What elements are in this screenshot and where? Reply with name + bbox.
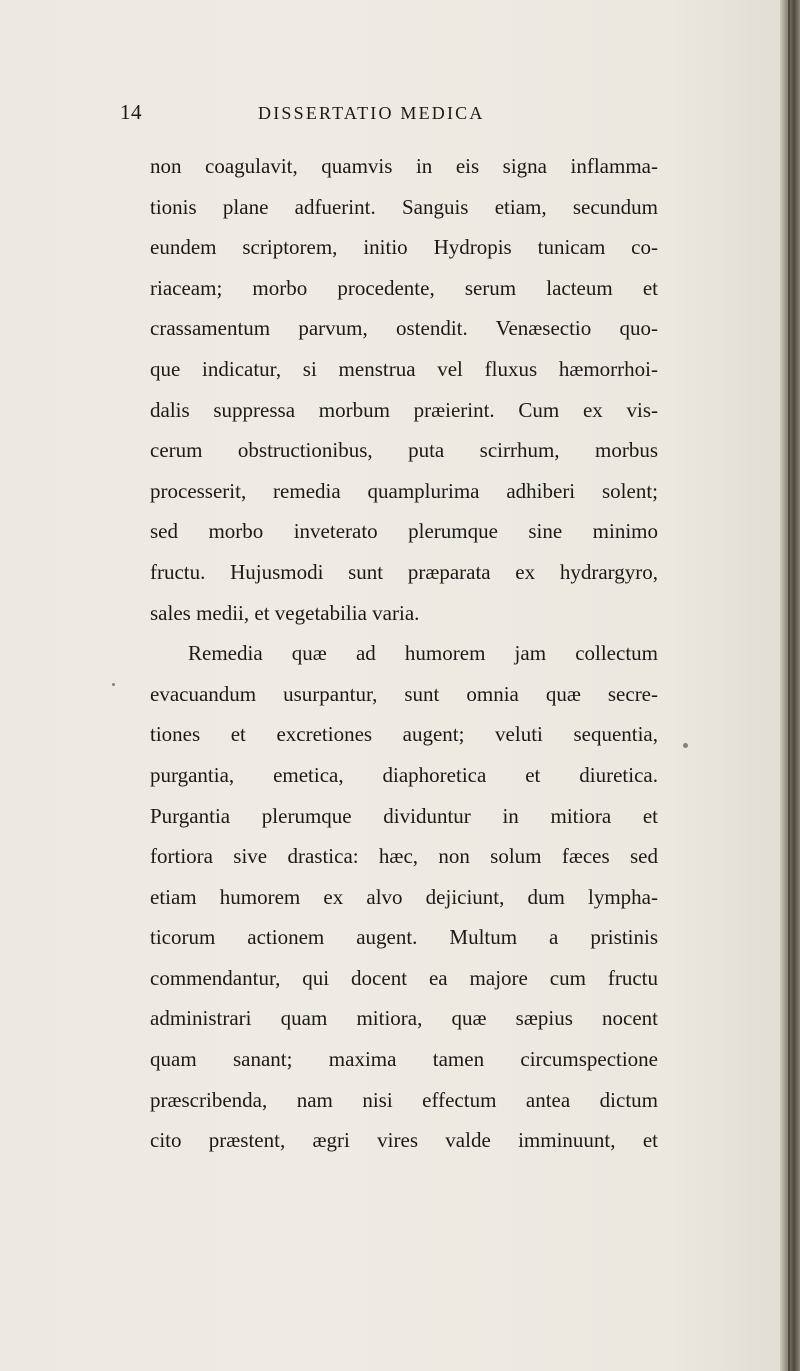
- book-gutter: [780, 0, 800, 1371]
- text-line: eundem scriptorem, initio Hydropis tunicam co-: [150, 235, 658, 260]
- text-line: tiones et excretiones augent; veluti sequentia,: [150, 722, 658, 747]
- page-number: 14: [120, 100, 142, 124]
- text-line: riaceam; morbo procedente, serum lacteum et: [150, 275, 658, 300]
- text-line: quam sanant; maxima tamen circumspectione: [150, 1047, 658, 1072]
- text-line: ticorum actionem augent. Multum a pristinis: [150, 925, 658, 950]
- text-line: administrari quam mitiora, quæ sæpius nocent: [150, 1006, 658, 1031]
- paper-speck: [112, 683, 115, 686]
- text-line: processerit, remedia quamplurima adhiberi solent;: [150, 478, 658, 503]
- body-text: [150, 146, 658, 1161]
- text-line: etiam humorem ex alvo dejiciunt, dum lympha-: [150, 884, 658, 909]
- gutter-shadow-line: [788, 0, 790, 1371]
- text-line: crassamentum parvum, ostendit. Venæsectio quo-: [150, 316, 658, 341]
- text-line: cerum obstructionibus, puta scirrhum, morbus: [150, 438, 658, 463]
- text-line: fructu. Hujusmodi sunt præparata ex hydrargyro,: [150, 559, 658, 584]
- text-line: Purgantia plerumque dividuntur in mitiora et: [150, 803, 658, 828]
- text-line: præscribenda, nam nisi effectum antea dictum: [150, 1087, 658, 1112]
- text-line: tionis plane adfuerint. Sanguis etiam, secundum: [150, 194, 658, 219]
- running-head: DISSERTATIO MEDICA: [258, 103, 485, 123]
- paragraph-end-line: sales medii, et vegetabilia varia.: [150, 600, 420, 625]
- text-line: evacuandum usurpantur, sunt omnia quæ secre-: [150, 681, 658, 706]
- paper-speck: [683, 743, 688, 748]
- text-line: non coagulavit, quamvis in eis signa inflamma-: [150, 154, 658, 178]
- text-line: commendantur, qui docent ea majore cum fructu: [150, 965, 658, 990]
- text-line: purgantia, emetica, diaphoretica et diuretica.: [150, 762, 658, 787]
- text-line: cito præstent, ægri vires valde imminuunt, et: [150, 1128, 658, 1153]
- text-line: que indicatur, si menstrua vel fluxus hæmorrhoi-: [150, 356, 658, 381]
- paragraph-start-line: Remedia quæ ad humorem jam collectum: [188, 641, 658, 666]
- text-line: sed morbo inveterato plerumque sine minimo: [150, 519, 658, 544]
- text-line: fortiora sive drastica: hæc, non solum fæces sed: [150, 844, 658, 869]
- text-line: dalis suppressa morbum præierint. Cum ex vis-: [150, 397, 658, 422]
